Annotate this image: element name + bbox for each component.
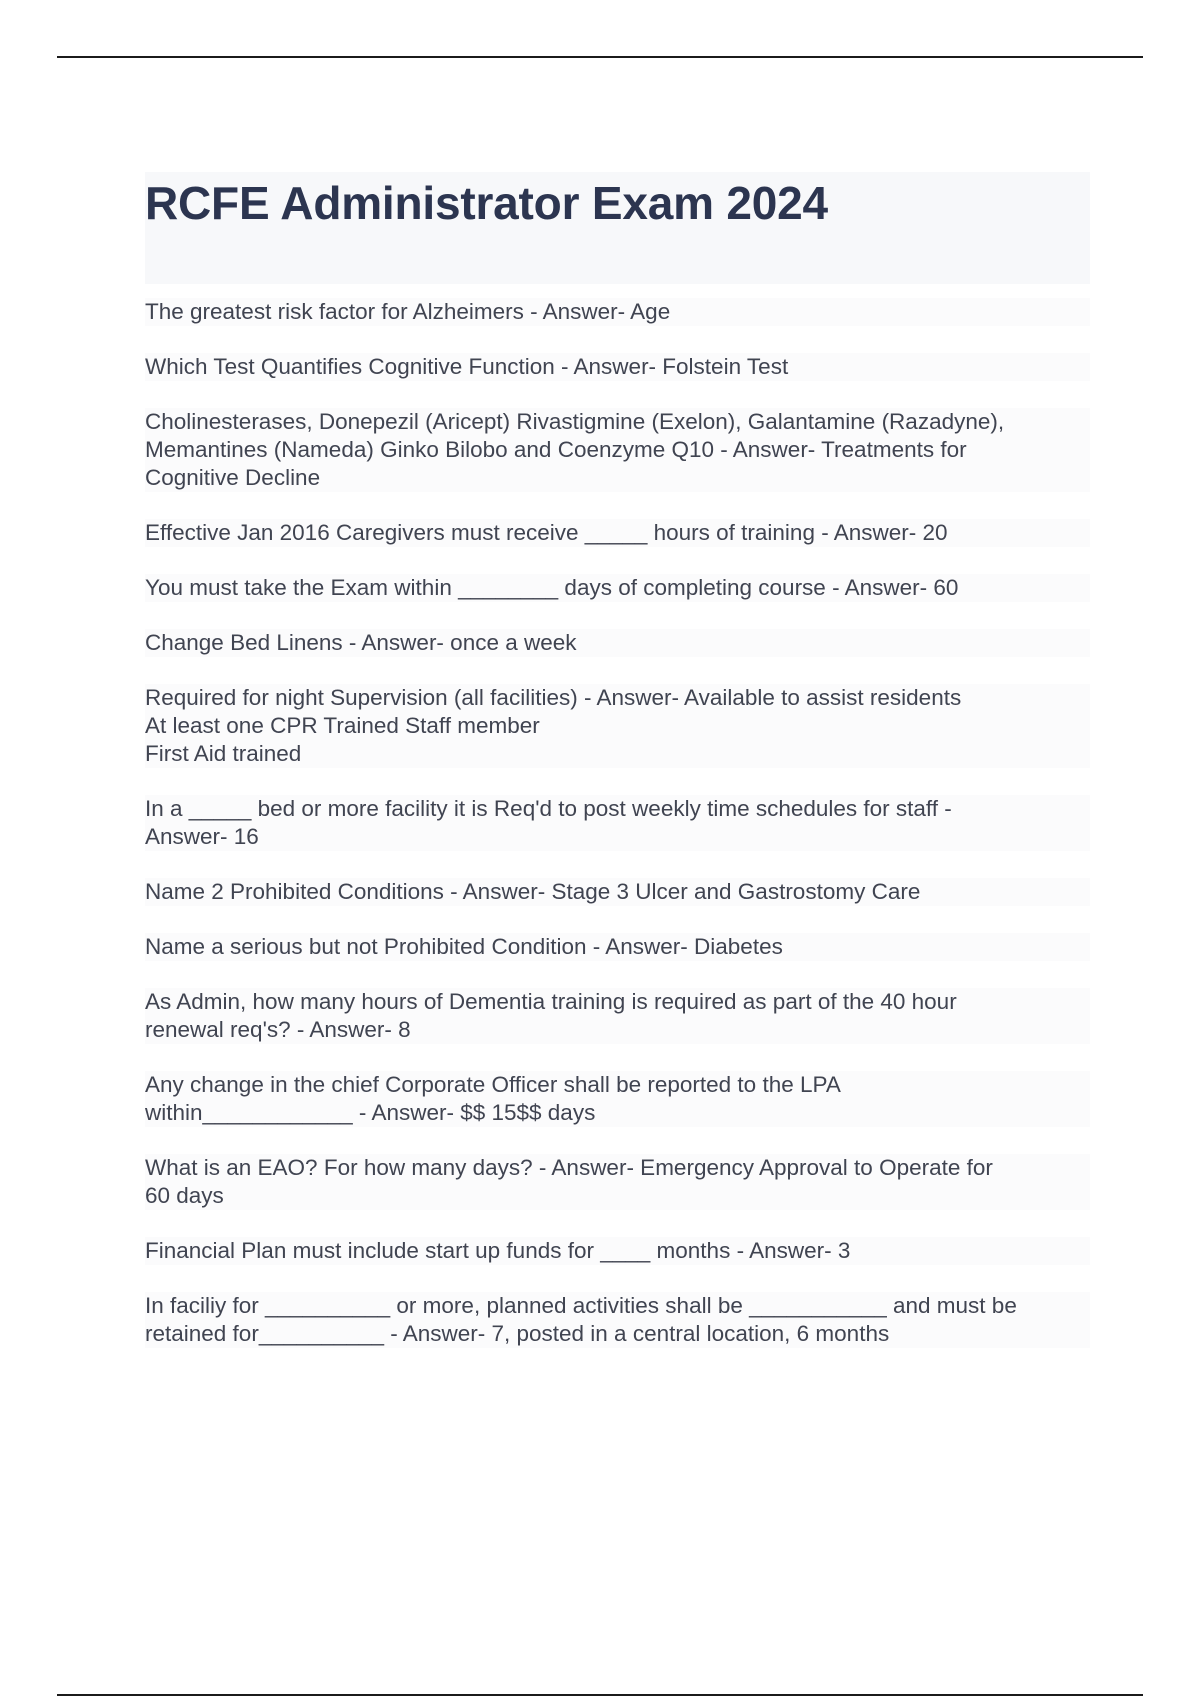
qa-line: Memantines (Nameda) Ginko Bilobo and Coenzyme Q10 - Answer- Treatments for (145, 437, 967, 462)
page-title: RCFE Administrator Exam 2024 (145, 177, 828, 229)
qa-line: You must take the Exam within ________ days of completing course - Answer- 60 (145, 575, 959, 600)
qa-line: 60 days (145, 1183, 224, 1208)
qa-line: What is an EAO? For how many days? - Answer- Emergency Approval to Operate for (145, 1155, 993, 1180)
qa-item (145, 629, 1090, 657)
qa-line: Change Bed Linens - Answer- once a week (145, 630, 577, 655)
qa-item (145, 795, 1090, 851)
qa-line: First Aid trained (145, 741, 302, 766)
qa-item (145, 1237, 1090, 1265)
qa-item (145, 519, 1090, 547)
document-body (145, 172, 1090, 1375)
qa-line: retained for__________ - Answer- 7, posted in a central location, 6 months (145, 1321, 890, 1346)
qa-list (145, 284, 1090, 1348)
qa-line: Required for night Supervision (all facilities) - Answer- Available to assist residents (145, 685, 962, 710)
qa-item (145, 878, 1090, 906)
qa-item (145, 933, 1090, 961)
qa-item (145, 1071, 1090, 1127)
qa-item (145, 988, 1090, 1044)
qa-line: Effective Jan 2016 Caregivers must receive _____ hours of training - Answer- 20 (145, 520, 948, 545)
qa-line: Name a serious but not Prohibited Condition - Answer- Diabetes (145, 934, 783, 959)
qa-line: In faciliy for __________ or more, planned activities shall be ___________ and must be (145, 1293, 1017, 1318)
qa-line: In a _____ bed or more facility it is Req'd to post weekly time schedules for staff - (145, 796, 952, 821)
qa-item (145, 353, 1090, 381)
qa-line: within____________ - Answer- $$ 15$$ days (145, 1100, 596, 1125)
qa-item (145, 298, 1090, 326)
qa-line: Answer- 16 (145, 824, 259, 849)
qa-line: Name 2 Prohibited Conditions - Answer- Stage 3 Ulcer and Gastrostomy Care (145, 879, 921, 904)
qa-line: Cholinesterases, Donepezil (Aricept) Rivastigmine (Exelon), Galantamine (Razadyne), (145, 409, 1005, 434)
title-block (145, 172, 1090, 284)
qa-line: At least one CPR Trained Staff member (145, 713, 540, 738)
qa-line: Any change in the chief Corporate Officer shall be reported to the LPA (145, 1072, 841, 1097)
qa-line: As Admin, how many hours of Dementia training is required as part of the 40 hour (145, 989, 957, 1014)
qa-item (145, 684, 1090, 768)
qa-item (145, 408, 1090, 492)
qa-line: The greatest risk factor for Alzheimers - Answer- Age (145, 299, 671, 324)
qa-item (145, 1154, 1090, 1210)
qa-line: Financial Plan must include start up funds for ____ months - Answer- 3 (145, 1238, 851, 1263)
footer-rule (57, 1694, 1143, 1696)
header-rule (57, 56, 1143, 58)
qa-line: Which Test Quantifies Cognitive Function - Answer- Folstein Test (145, 354, 789, 379)
qa-item (145, 574, 1090, 602)
qa-line: Cognitive Decline (145, 465, 321, 490)
qa-item (145, 1292, 1090, 1348)
qa-line: renewal req's? - Answer- 8 (145, 1017, 411, 1042)
